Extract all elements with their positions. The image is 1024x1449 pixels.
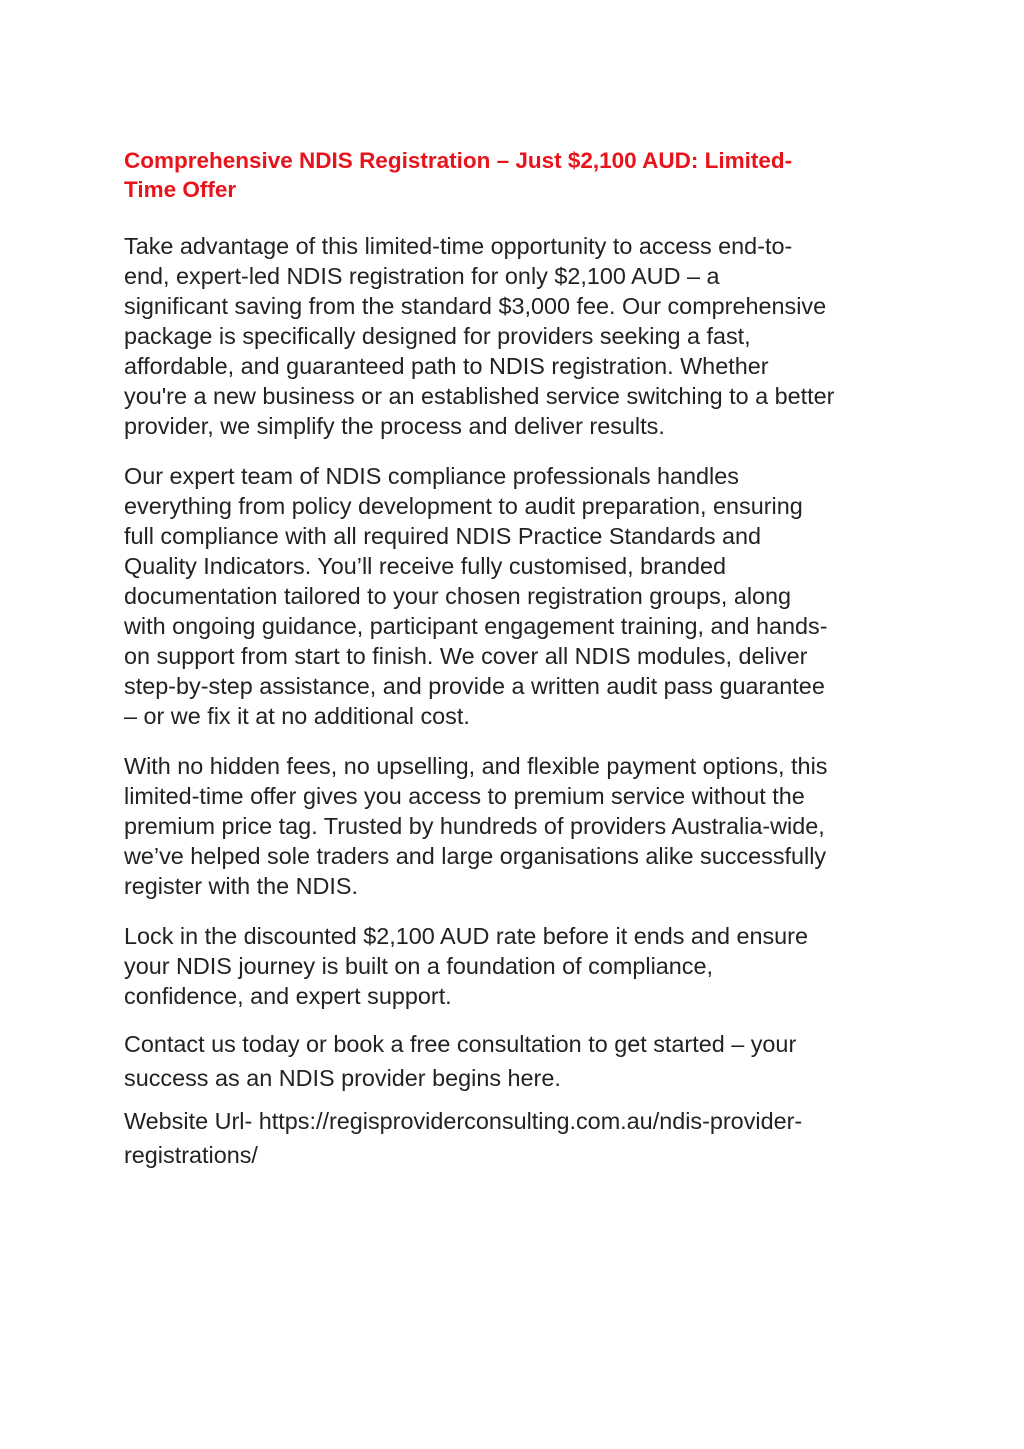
paragraph-contact: Contact us today or book a free consultation to get started – your success as an NDIS provider begins here. xyxy=(124,1031,797,1091)
paragraph-expert-team: Our expert team of NDIS compliance professionals handles everything from policy development to audit preparation, ensuring full compliance with all required NDIS Practice Standards and Quality Indicators. You’ll receive fully customised, branded documentation tailored to your chosen registration groups, along with ongoing guidance, participant engagement training, and hands- on support from start to finish. We cover all NDIS modules, deliver step-by-step assistance, and provide a written audit pass guarantee – or we fix it at no additional cost. xyxy=(124,463,828,729)
website-line xyxy=(124,1104,914,1172)
paragraph-no-hidden-fees: With no hidden fees, no upselling, and flexible payment options, this limited-time offer gives you access to premium service without the premium price tag. Trusted by hundreds of providers Australia-wide, we’ve helped sole traders and large organisations alike successfully register with the NDIS. xyxy=(124,753,828,899)
paragraph-lock-in-rate: Lock in the discounted $2,100 AUD rate before it ends and ensure your NDIS journey is built on a foundation of compliance, confidence, and expert support. xyxy=(124,923,808,1009)
website-label: Website Url- xyxy=(124,1108,253,1134)
paragraph-intro: Take advantage of this limited-time opportunity to access end-to- end, expert-led NDIS registration for only $2,100 AUD – a significant saving from the standard $3,000 fee. Our comprehensive package is specifically designed for providers seeking a fast, affordable, and guaranteed path to NDIS registration. Whether you're a new business or an established service switching to a better provider, we simplify the process and deliver results. xyxy=(124,233,835,439)
document-title: Comprehensive NDIS Registration – Just $2,100 AUD: Limited- Time Offer xyxy=(124,148,793,202)
website-url-link[interactable]: https://regisproviderconsulting.com.au/ndis-provider- registrations/ xyxy=(124,1108,803,1168)
